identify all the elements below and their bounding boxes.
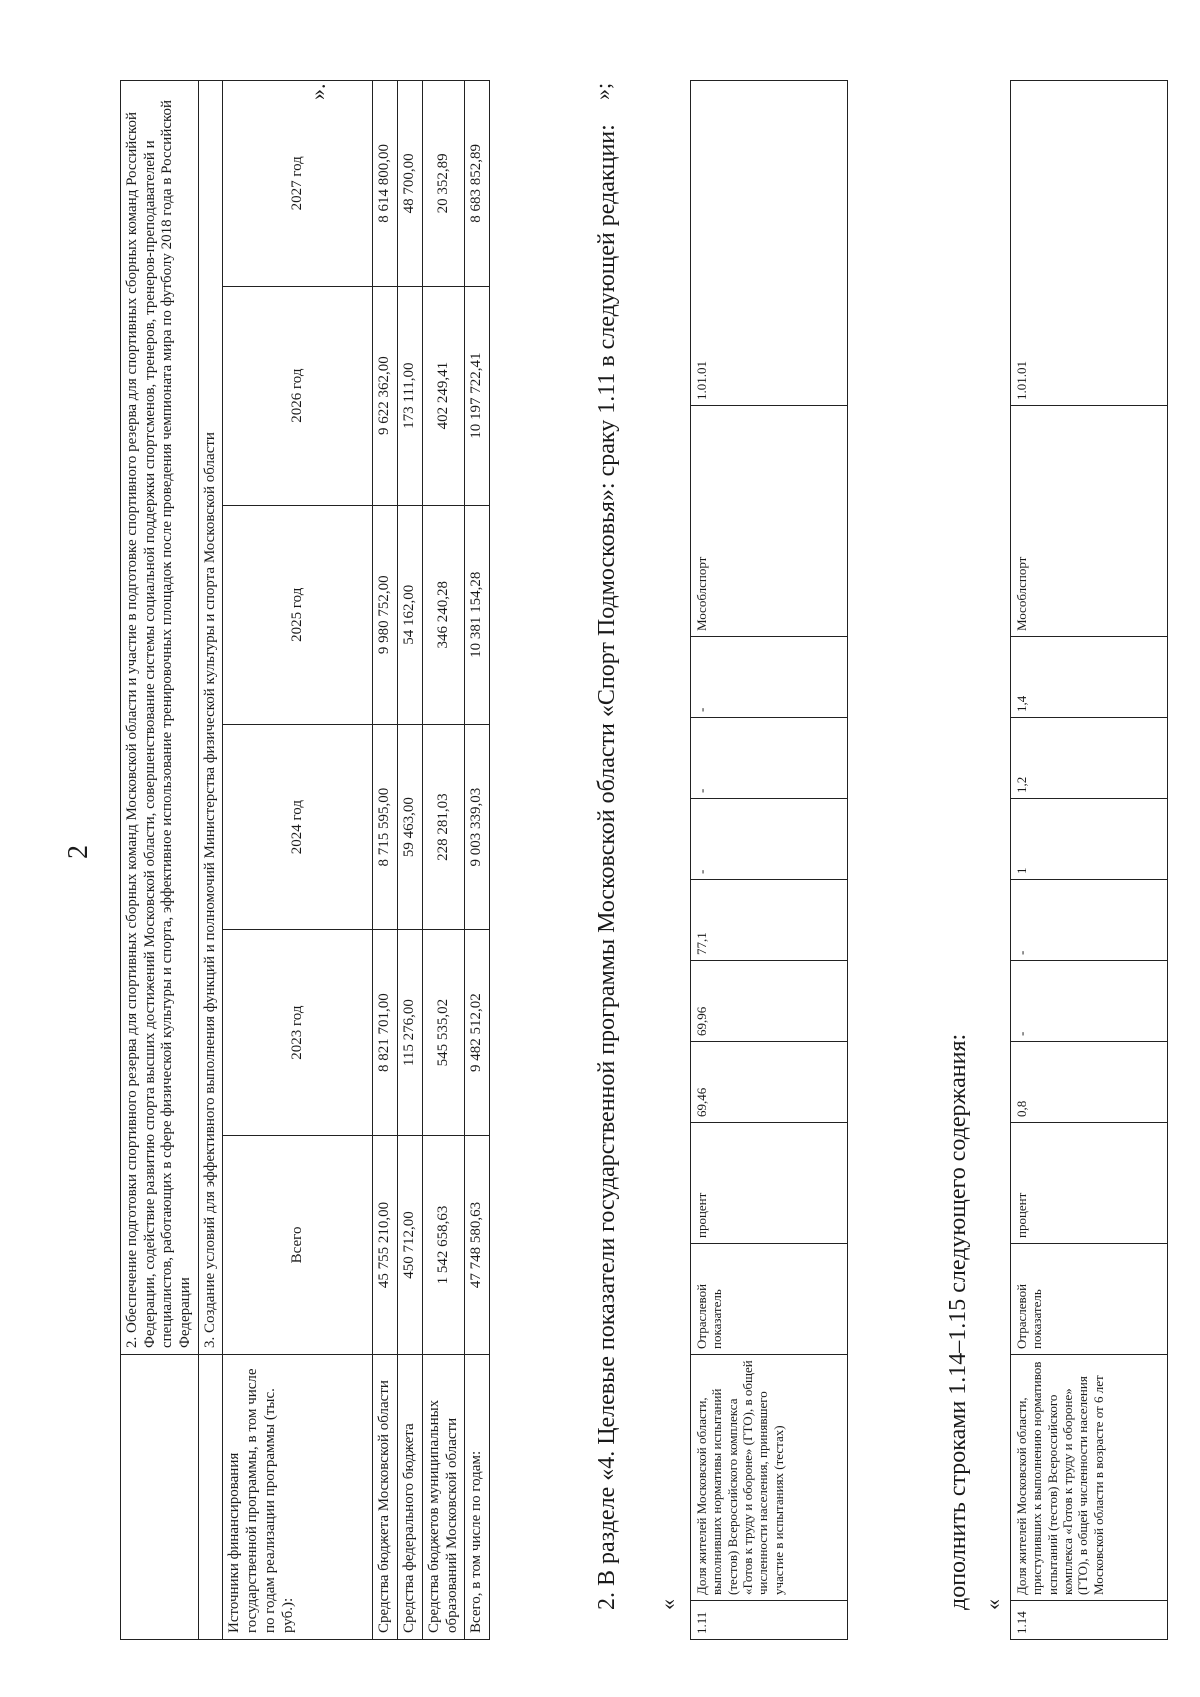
cell: 1 <box>1011 799 1168 880</box>
value-cell: 402 249,41 <box>422 286 464 505</box>
cell: Отраслевой показатель <box>1011 1244 1168 1355</box>
cell: 1.01.01 <box>1011 81 1168 406</box>
value-cell: 450 712,00 <box>398 1135 423 1354</box>
column-header: 2024 год <box>223 724 373 930</box>
value-cell: 20 352,89 <box>422 81 464 287</box>
column-header: 2027 год <box>223 81 373 287</box>
indicator-row-1-14 <box>1010 80 1168 1640</box>
value-cell: 8 821 701,00 <box>373 930 398 1136</box>
row-label: Всего, в том числе по годам: <box>465 1355 490 1640</box>
rotated-page-content <box>120 80 1160 1640</box>
task-3-text: 3. Создание условий для эффективного выполнения функций и полномочий Министерства физической культуры и спорта Московской области <box>198 81 223 1355</box>
cell: 0,8 <box>1011 1042 1168 1123</box>
cell: Доля жителей Московской области, выполнивших нормативы испытаний (тестов) Всероссийского комплекса «Готов к труду и обороне» (ГТО), в общей численности населения, принявшего участие в испытаниях (тестах) <box>691 1355 848 1601</box>
value-cell: 48 700,00 <box>398 81 423 287</box>
finance-table <box>120 80 490 1640</box>
cell: Мособлспорт <box>691 406 848 637</box>
value-cell: 10 197 722,41 <box>465 286 490 505</box>
value-cell: 346 240,28 <box>422 505 464 724</box>
page-number: 2 <box>63 845 94 859</box>
paragraph-add-rows: дополнить строками 1.14–1.15 следующего содержания: <box>945 1033 971 1610</box>
row-label: Средства бюджета Московской области <box>373 1355 398 1640</box>
cell: 1.14 <box>1011 1601 1168 1640</box>
cell: - <box>691 718 848 799</box>
row-label: Средства бюджетов муниципальных образований Московской области <box>422 1355 464 1640</box>
column-header: 2025 год <box>223 505 373 724</box>
closing-quote: »; <box>590 82 615 100</box>
cell: 1,2 <box>1011 718 1168 799</box>
cell: - <box>1011 961 1168 1042</box>
value-cell: 545 535,02 <box>422 930 464 1136</box>
cell: 1,4 <box>1011 637 1168 718</box>
value-cell: 10 381 154,28 <box>465 505 490 724</box>
column-header: 2026 год <box>223 286 373 505</box>
value-cell: 59 463,00 <box>398 724 423 930</box>
finance-header-label: Источники финансирования государственной программы, в том числе по годам реализации программы (тыс. руб.): <box>223 1355 373 1640</box>
column-header: Всего <box>223 1135 373 1354</box>
value-cell: 47 748 580,63 <box>465 1135 490 1354</box>
cell: 69,46 <box>691 1042 848 1123</box>
opening-quote: « <box>980 1599 1005 1610</box>
paragraph-section-4: 2. В разделе «4. Целевые показатели государственной программы Московской области «Спорт Подмосковья»: сраку 1.11 в следующей редакции: <box>594 124 620 1610</box>
empty-cell <box>198 1355 223 1640</box>
cell: - <box>691 637 848 718</box>
value-cell: 45 755 210,00 <box>373 1135 398 1354</box>
value-cell: 8 715 595,00 <box>373 724 398 930</box>
empty-cell <box>121 1355 199 1640</box>
cell: Мособлспорт <box>1011 406 1168 637</box>
value-cell: 8 614 800,00 <box>373 81 398 287</box>
cell: 69,96 <box>691 961 848 1042</box>
cell: Доля жителей Московской области, приступивших к выполнению нормативов испытаний (тестов) Всероссийского комплекса «Готов к труду и обороне» (ГТО), в общей численности населения Московской области в возрасте от 6 лет <box>1011 1355 1168 1601</box>
value-cell: 115 276,00 <box>398 930 423 1136</box>
value-cell: 1 542 658,63 <box>422 1135 464 1354</box>
task-2-text: 2. Обеспечение подготовки спортивного резерва для спортивных сборных команд Московской области и участие в подготовке спортивного резерва для спортивных сборных команд Российской Федерации, содействие развитию спорта высших достижений Московской области, совершенствование системы социальной поддержки спортсменов, тренеров, тренеров-преподавателей и специалистов, работающих в сфере физической культуры и спорта, эффективное использование тренировочных площадок после проведения чемпионата мира по футболу 2018 года в Российской Федерации <box>121 81 199 1355</box>
cell: - <box>691 799 848 880</box>
opening-quote: « <box>655 1599 680 1610</box>
closing-quote: ». <box>305 83 330 100</box>
cell: 77,1 <box>691 880 848 961</box>
value-cell: 173 111,00 <box>398 286 423 505</box>
value-cell: 8 683 852,89 <box>465 81 490 287</box>
cell: 1.11 <box>691 1601 848 1640</box>
column-header: 2023 год <box>223 930 373 1136</box>
value-cell: 54 162,00 <box>398 505 423 724</box>
row-label: Средства федерального бюджета <box>398 1355 423 1640</box>
cell: - <box>1011 880 1168 961</box>
value-cell: 9 980 752,00 <box>373 505 398 724</box>
cell: 1.01.01 <box>691 81 848 406</box>
indicator-row-1-11 <box>690 80 848 1640</box>
cell: процент <box>691 1123 848 1244</box>
value-cell: 9 003 339,03 <box>465 724 490 930</box>
value-cell: 9 482 512,02 <box>465 930 490 1136</box>
cell: Отраслевой показатель <box>691 1244 848 1355</box>
cell: процент <box>1011 1123 1168 1244</box>
value-cell: 228 281,03 <box>422 724 464 930</box>
value-cell: 9 622 362,00 <box>373 286 398 505</box>
